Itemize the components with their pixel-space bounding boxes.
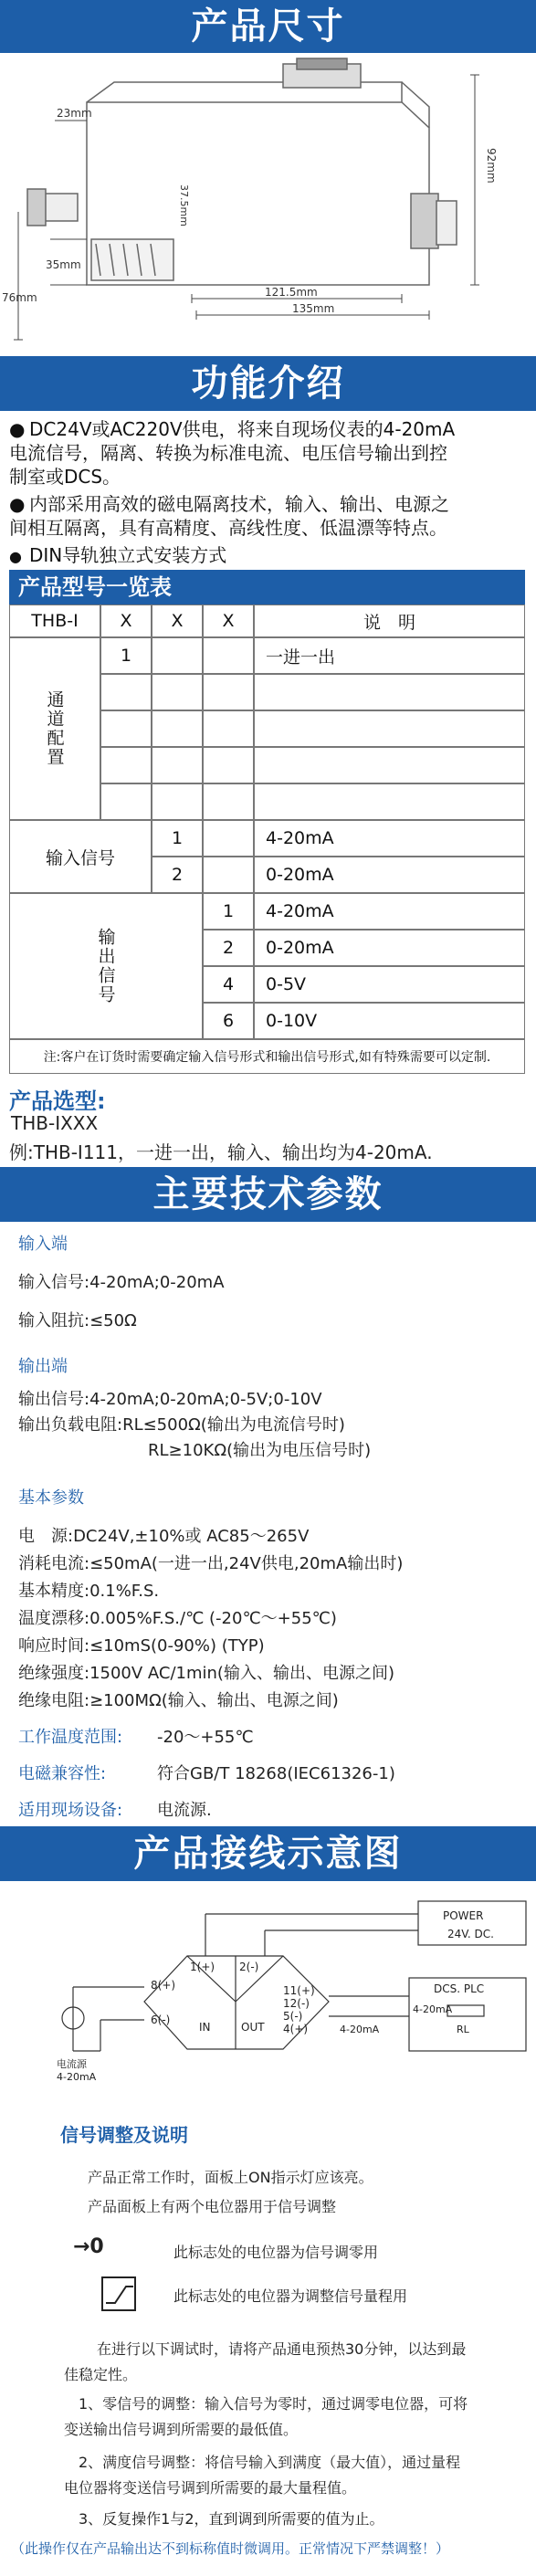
adjust-p2: 产品面板上有两个电位器用于信号调整 bbox=[88, 2198, 337, 2215]
param-input-impedance: 输入阻抗:≤50Ω bbox=[18, 1311, 137, 1330]
section-title: 功能介绍 bbox=[191, 363, 345, 405]
wiring-out-label: OUT bbox=[241, 2021, 265, 2034]
table-code-cell: 6 bbox=[203, 1003, 254, 1039]
wiring-signal-label: 4-20mA bbox=[340, 2024, 380, 2035]
wiring-term: 6(-) bbox=[151, 2013, 171, 2026]
params-basic-heading: 基本参数 bbox=[18, 1488, 84, 1508]
wiring-term: 5(-) bbox=[283, 2010, 303, 2023]
gain-adjust-icon bbox=[100, 2276, 137, 2312]
table-desc-cell: 0-20mA bbox=[254, 930, 525, 966]
adjust-step-1: 1、零信号的调整：输入信号为零时，通过调零电位器，可将 bbox=[79, 2395, 468, 2413]
param-consumption: 消耗电流:≤50mA(一进一出,24V供电,20mA输出时) bbox=[18, 1554, 404, 1573]
dimension-drawing bbox=[0, 57, 536, 367]
param-accuracy: 基本精度:0.1%F.S. bbox=[18, 1582, 160, 1601]
section-title: 产品接线示意图 bbox=[133, 1833, 403, 1875]
feature-bullet: ● bbox=[9, 548, 22, 565]
dim-76: 76mm bbox=[2, 291, 37, 304]
gain-adjust-desc: 此标志处的电位器为调整信号量程用 bbox=[173, 2287, 408, 2305]
table-header-cell: THB-I bbox=[9, 605, 100, 637]
wiring-rl: RL bbox=[457, 2024, 469, 2035]
adjust-heading: 信号调整及说明 bbox=[60, 2124, 188, 2146]
wiring-power-label: POWER bbox=[443, 1909, 484, 1922]
adjust-warning: （此操作仅在产品输出达不到标称值时微调用。正常情况下严禁调整！） bbox=[11, 2540, 450, 2557]
table-note: 注:客户在订货时需要确定输入信号形式和输出信号形式,如有特殊需要可以定制. bbox=[9, 1039, 525, 1074]
param-insulation-strength: 绝缘强度:1500V AC/1min(输入、输出、电源之间) bbox=[18, 1664, 394, 1683]
adjust-p3: 在进行以下调试时，请将产品通电预热30分钟，以达到最 bbox=[97, 2340, 467, 2358]
wiring-diagram bbox=[0, 1887, 536, 2124]
param-temp-value: -20～+55℃ bbox=[157, 1728, 254, 1747]
zero-adjust-desc: 此标志处的电位器为信号调零用 bbox=[173, 2244, 379, 2261]
param-emc-label: 电磁兼容性: bbox=[18, 1764, 107, 1783]
feature-line: 内部采用高效的磁电隔离技术，输入、输出、电源之 bbox=[29, 493, 449, 515]
dim-92: 92mm bbox=[485, 148, 498, 184]
wiring-power-spec: 24V. DC. bbox=[447, 1928, 494, 1940]
params-output-heading: 输出端 bbox=[18, 1357, 68, 1376]
wiring-source-label: 电流源 bbox=[57, 2058, 87, 2070]
dim-135: 135mm bbox=[292, 302, 335, 315]
selection-example: 例:THB-I111，一进一出，输入、输出均为4-20mA. bbox=[9, 1141, 433, 1163]
table-code-cell: 1 bbox=[100, 637, 152, 674]
adjust-p1: 产品正常工作时，面板上ON指示灯应该亮。 bbox=[88, 2169, 373, 2186]
wiring-plc-label: DCS. PLC bbox=[434, 1982, 485, 1995]
section-banner-function bbox=[0, 356, 536, 411]
dim-23: 23mm bbox=[57, 107, 92, 120]
table-header-cell: 说 明 bbox=[254, 605, 525, 637]
table-desc-cell: 一进一出 bbox=[254, 637, 525, 674]
param-emc-value: 符合GB/T 18268(IEC61326-1) bbox=[157, 1764, 395, 1783]
feature-line: 间相互隔离，具有高精度、高线性度、低温漂等特点。 bbox=[9, 517, 447, 539]
feature-line: 制室或DCS。 bbox=[9, 466, 121, 488]
param-output-signal: 输出信号:4-20mA;0-20mA;0-5V;0-10V bbox=[18, 1390, 322, 1409]
wiring-source-range: 4-20mA bbox=[57, 2071, 97, 2083]
section-title: 产品尺寸 bbox=[191, 5, 345, 47]
param-temp-label: 工作温度范围: bbox=[18, 1728, 123, 1747]
wiring-term: 8(+) bbox=[151, 1979, 176, 1992]
wiring-in-label: IN bbox=[199, 2021, 211, 2034]
table-group-input: 输入信号 bbox=[9, 820, 152, 893]
table-desc-cell: 0-5V bbox=[254, 966, 525, 1003]
feature-line: 电流信号，隔离、转换为标准电流、电压信号输出到控 bbox=[9, 442, 447, 464]
feature-bullet: ● bbox=[9, 493, 26, 515]
dim-121-5: 121.5mm bbox=[265, 286, 318, 299]
adjust-p3-cont: 佳稳定性。 bbox=[64, 2366, 138, 2383]
section-banner-dimensions bbox=[0, 0, 536, 53]
param-input-signal: 输入信号:4-20mA;0-20mA bbox=[18, 1273, 225, 1292]
table-header-cell: X bbox=[100, 605, 152, 637]
table-group-channel: 通道配置 bbox=[9, 637, 100, 820]
wiring-term: 1(+) bbox=[190, 1961, 215, 1973]
adjust-step-1-cont: 变送输出信号调到所需要的最低值。 bbox=[64, 2421, 299, 2438]
section-title: 主要技术参数 bbox=[152, 1173, 384, 1215]
table-header-cell: X bbox=[203, 605, 254, 637]
table-code-cell: 4 bbox=[203, 966, 254, 1003]
table-desc-cell: 0-20mA bbox=[254, 857, 525, 893]
wiring-plc-signal: 4-20mA bbox=[413, 2003, 453, 2015]
params-input-heading: 输入端 bbox=[18, 1235, 68, 1254]
table-header-cell: X bbox=[152, 605, 203, 637]
param-drift: 温度漂移:0.005%F.S./℃ (-20℃～+55℃) bbox=[18, 1609, 337, 1628]
dim-37-5: 37.5mm bbox=[178, 184, 190, 226]
table-code-cell: 1 bbox=[152, 820, 203, 857]
zero-adjust-icon: →0 bbox=[73, 2235, 104, 2258]
table-code-cell: 2 bbox=[203, 930, 254, 966]
adjust-step-2-cont: 电位器将变送信号调到所需要的最大量程值。 bbox=[64, 2479, 357, 2497]
dim-35: 35mm bbox=[46, 258, 81, 271]
table-code-cell: 1 bbox=[203, 893, 254, 930]
table-group-output: 输出信号 bbox=[9, 893, 203, 1039]
table-desc-cell: 4-20mA bbox=[254, 820, 525, 857]
feature-line: DIN导轨独立式安装方式 bbox=[29, 544, 227, 566]
wiring-term: 12(-) bbox=[283, 1997, 310, 2010]
param-insulation-resistance: 绝缘电阻:≥100MΩ(输入、输出、电源之间) bbox=[18, 1691, 339, 1710]
param-output-load-2: RL≥10KΩ(输出为电压信号时) bbox=[148, 1441, 372, 1460]
wiring-term: 11(+) bbox=[283, 1984, 315, 1997]
table-desc-cell: 4-20mA bbox=[254, 893, 525, 930]
wiring-term: 4(+) bbox=[283, 2023, 309, 2035]
table-code-cell: 2 bbox=[152, 857, 203, 893]
table-desc-cell: 0-10V bbox=[254, 1003, 525, 1039]
param-output-load: 输出负载电阻:RL≤500Ω(输出为电流信号时) bbox=[18, 1415, 345, 1435]
feature-line: DC24V或AC220V供电，将来自现场仪表的4-20mA bbox=[29, 418, 456, 440]
param-site-value: 电流源. bbox=[157, 1801, 212, 1820]
adjust-step-3: 3、反复操作1与2，直到调到所需要的值为止。 bbox=[79, 2510, 384, 2528]
param-power: 电 源:DC24V,±10%或 AC85～265V bbox=[18, 1527, 310, 1546]
adjust-step-2: 2、满度信号调整：将信号输入到满度（最大值），通过量程 bbox=[79, 2454, 461, 2471]
model-table-title: 产品型号一览表 bbox=[9, 570, 525, 605]
param-site-label: 适用现场设备: bbox=[18, 1801, 123, 1820]
section-banner-wiring bbox=[0, 1826, 536, 1881]
selection-title: 产品选型: bbox=[9, 1088, 106, 1114]
param-response: 响应时间:≤10mS(0-90%) (TYP) bbox=[18, 1636, 265, 1656]
selection-format: THB-IXXX bbox=[11, 1112, 99, 1134]
wiring-term: 2(-) bbox=[239, 1961, 259, 1973]
feature-bullet: ● bbox=[9, 418, 26, 440]
section-banner-params bbox=[0, 1167, 536, 1222]
